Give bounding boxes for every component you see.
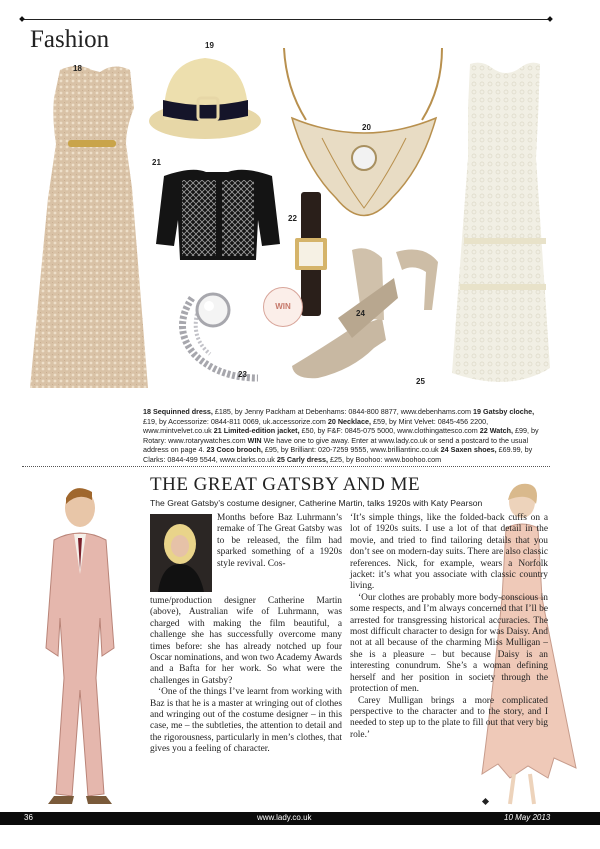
top-rule: [22, 19, 550, 20]
body-paragraph: ‘One of the things I’ve learnt from working with Baz is that he is a master at wringing out of clothes and wringing out of the costume designer – in this case, me – the subtleties, the attention to detail and the rigorousness, particularly in men’s clothes, that gives you a feeling of character.: [150, 687, 342, 755]
article-headline: THE GREAT GATSBY AND ME: [150, 474, 421, 495]
product-number-23: 23: [238, 370, 247, 379]
article-body-column-2: [350, 513, 548, 741]
caption-item-win: WIN: [247, 435, 262, 445]
product-caption: [143, 407, 543, 465]
product-number-25: 25: [416, 377, 425, 386]
body-paragraph: ‘It’s simple things, like the folded-back cuffs on a lot of 1920s suits. I use a lot of that detail in the movie, and tried to find tailoring details that you don’t see on modern-day suits. There are also classic references. Nick, for example, wears a Norfolk jacket: it’s what you associate with classic country living.: [350, 513, 548, 592]
footer-url[interactable]: www.lady.co.uk: [257, 813, 312, 822]
coco-brooch-image: [182, 294, 258, 378]
caption-text: £69.99, by Clarks: 0844-499 5544, www.clarks.co.uk: [143, 445, 533, 464]
rule-end-dot: [19, 16, 25, 22]
caption-item-23: 23 Coco brooch,: [206, 445, 263, 455]
product-number-21: 21: [152, 158, 161, 167]
jacket-image: [156, 170, 280, 260]
caption-item-20: 20 Necklace,: [327, 416, 372, 426]
portrait-image: [150, 514, 212, 592]
article-body-column-1: [150, 596, 342, 756]
body-paragraph: ‘Our clothes are probably more body-conscious in some respects, and I’m always concerned that I’ll be arrested for transgressing historical accuracies. The most difficult character to design for was Daisy. And not at all because of the charming Miss Mulligan – she is a pleasure – but because Daisy is an interesting conundrum. She’s a woman defining herself and her position in society through the protection of men.: [350, 592, 548, 695]
caption-item-22: 22 Watch,: [479, 426, 514, 436]
caption-item-19: 19 Gatsby cloche,: [473, 407, 535, 416]
caption-text: £50, by F&F: 0845-075 5000, www.clothingattesco.com: [299, 426, 480, 436]
gatsby-cloche-image: [149, 58, 261, 139]
rule-end-dot: [547, 16, 553, 22]
product-collage: [22, 48, 550, 398]
body-paragraph: tume/production designer Catherine Martin (above), Australian wife of Luhrmann, was charged with making the film beautiful, a challenge she has successfully overcome many times before: she has already notched up four Oscar nominations, and won two Academy Awards and a Bafta for her work. So what were the challenges in Gatsby?: [150, 596, 342, 686]
caption-item-25: 25 Carly dress,: [276, 454, 328, 464]
gatsby-sketch-illustration: [14, 478, 142, 810]
carly-dress-image: [452, 63, 550, 382]
section-title: Fashion: [30, 26, 110, 53]
sequinned-dress-image: [30, 66, 148, 388]
product-number-20: 20: [362, 123, 371, 132]
caption-text: £19, by Accessorize: 0844-811 0069, uk.accessorize.com: [143, 416, 328, 426]
caption-text: £25, by Boohoo: www.boohoo.com: [327, 454, 442, 464]
product-number-19: 19: [205, 41, 214, 50]
win-badge: WIN: [263, 287, 303, 327]
article-body-lead: [217, 513, 342, 570]
caption-text: £59, by Mint Velvet: 0845-456 2200, www.mintvelvet.co.uk: [143, 416, 489, 436]
section-divider: [22, 466, 550, 467]
product-number-24: 24: [356, 309, 365, 318]
body-paragraph: Months before Baz Luhrmann’s remake of The Great Gatsby was to be released, the film had sparked something of a 1920s style revival. Cos-: [217, 513, 342, 569]
caption-text: £185, by Jenny Packham at Debenhams: 0844-800 8877, www.debenhams.com: [212, 407, 474, 416]
caption-text: £99, by Rotary: www.rotarywatches.com: [143, 426, 539, 445]
page-number: 36: [24, 813, 33, 822]
caption-item-18: 18 Sequinned dress,: [143, 407, 213, 416]
caption-item-24: 24 Saxen shoes,: [440, 445, 497, 455]
caption-text: We have one to give away. Enter at www.lady.co.uk or send a postcard to the usual address on page 4.: [143, 435, 529, 455]
product-number-18: 18: [73, 64, 82, 73]
caption-text: £95, by Brilliant: 020-7259 9555, www.brilliantinc.co.uk: [262, 445, 441, 455]
article-standfirst: The Great Gatsby’s costume designer, Catherine Martin, talks 1920s with Katy Pearson: [150, 498, 483, 508]
body-paragraph: Carey Mulligan brings a more complicated perspective to the character and to the story, and I needed to step up to the plate to fill out that very big role.’: [350, 695, 548, 740]
catherine-martin-photo: [150, 514, 212, 592]
issue-date: 10 May 2013: [504, 813, 551, 822]
caption-item-21: 21 Limited-edition jacket,: [213, 426, 300, 436]
product-number-22: 22: [288, 214, 297, 223]
